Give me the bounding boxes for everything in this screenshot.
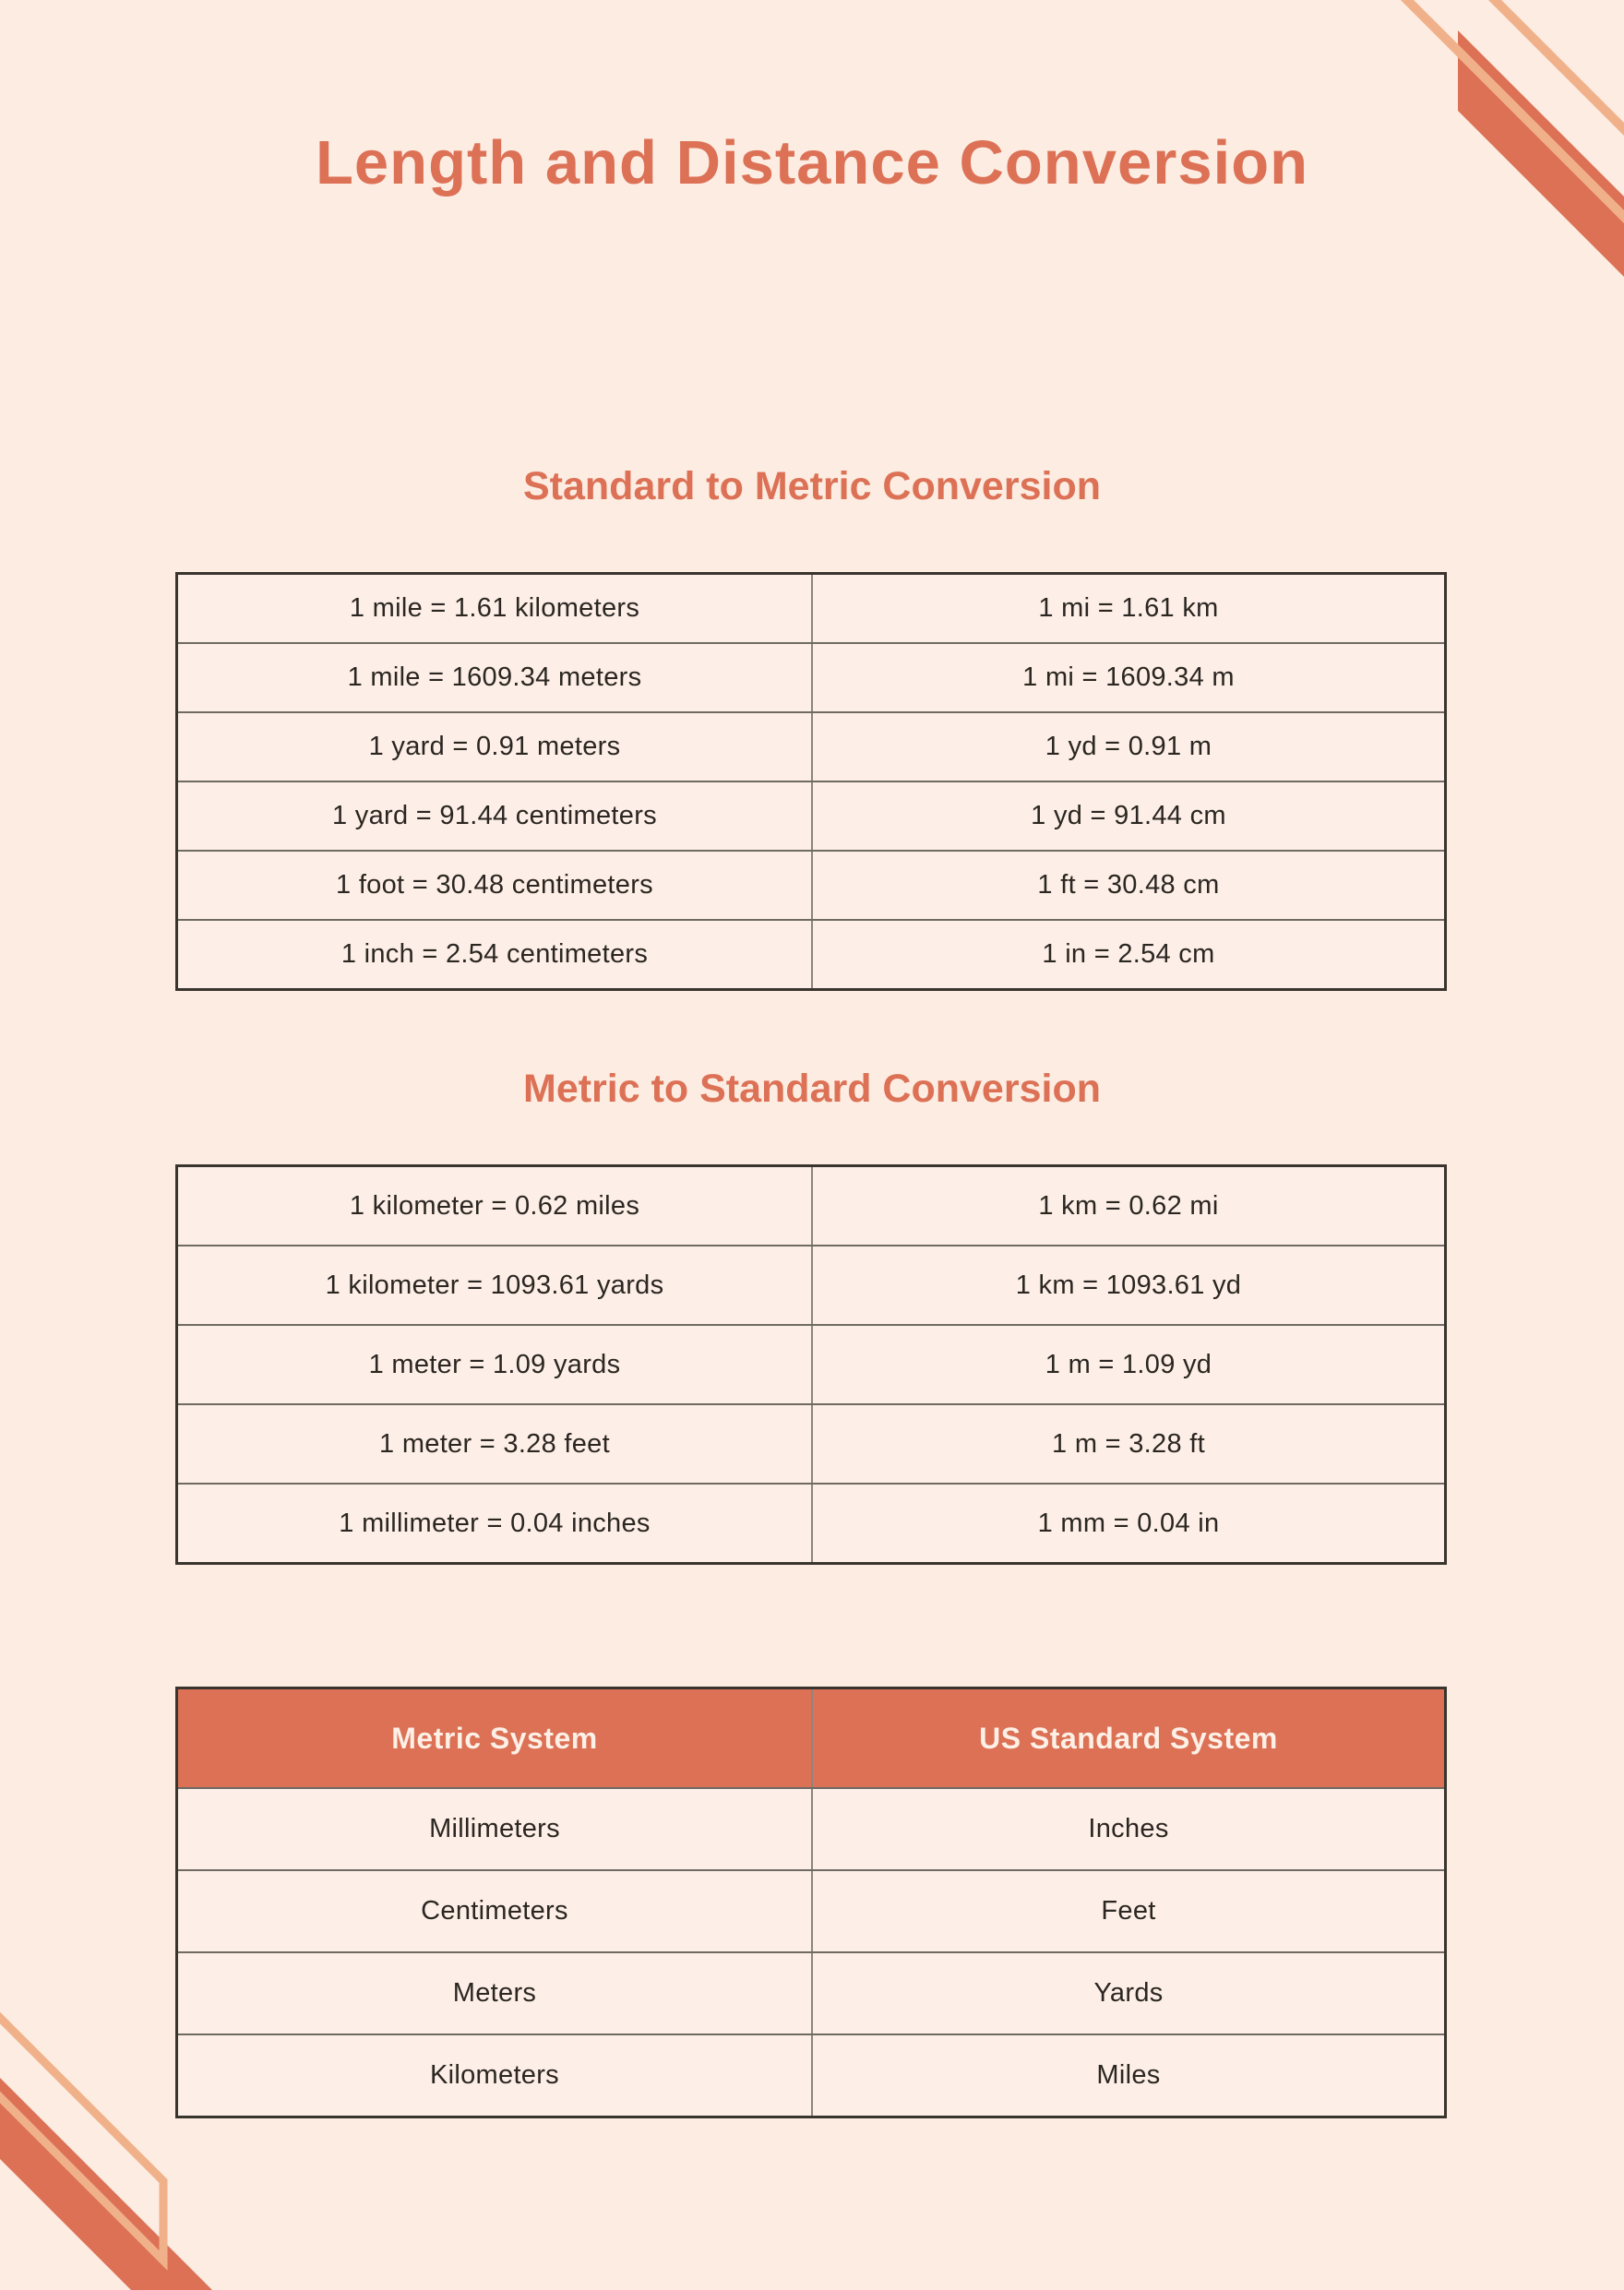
- table-row: [178, 781, 1444, 850]
- table-cell: Millimeters: [429, 1814, 560, 1843]
- table-row: [178, 1483, 1444, 1562]
- table-cell: 1 m = 3.28 ft: [811, 1405, 1444, 1483]
- standard-to-metric-table: [175, 572, 1447, 991]
- table-cell: Inches: [811, 1789, 1444, 1869]
- table-row: [178, 1403, 1444, 1483]
- header-metric-system: Metric System: [391, 1721, 598, 1755]
- table-cell: 1 km = 0.62 mi: [811, 1167, 1444, 1245]
- table-cell: 1 yard = 91.44 centimeters: [332, 801, 657, 830]
- table-cell: 1 yard = 0.91 meters: [368, 732, 621, 761]
- table-cell: Centimeters: [421, 1896, 568, 1926]
- page-title: Length and Distance Conversion: [315, 128, 1309, 197]
- table-body: [178, 1787, 1444, 2116]
- table-row: [178, 1869, 1444, 1951]
- table-cell: Kilometers: [430, 2060, 559, 2090]
- table-cell: 1 mile = 1609.34 meters: [347, 662, 642, 692]
- table-cell: 1 kilometer = 0.62 miles: [349, 1190, 640, 1221]
- header-us-standard-system: US Standard System: [811, 1689, 1444, 1787]
- table-cell: 1 yd = 0.91 m: [811, 713, 1444, 781]
- table-cell: Feet: [811, 1871, 1444, 1951]
- diagonal-stripe-thin: [1487, 0, 1624, 137]
- table-cell: Yards: [811, 1953, 1444, 2034]
- table-cell: Meters: [452, 1978, 537, 2008]
- table-cell: 1 ft = 30.48 cm: [811, 852, 1444, 919]
- table-row: [178, 1245, 1444, 1324]
- table-cell: Miles: [811, 2035, 1444, 2116]
- table-cell: 1 meter = 3.28 feet: [379, 1428, 610, 1459]
- table-cell: 1 mile = 1.61 kilometers: [349, 593, 640, 623]
- table-cell: 1 mi = 1609.34 m: [811, 644, 1444, 711]
- table-row: [178, 642, 1444, 711]
- table-cell: 1 m = 1.09 yd: [811, 1326, 1444, 1403]
- table-row: [178, 2034, 1444, 2116]
- table-row: [178, 850, 1444, 919]
- table-row: [178, 711, 1444, 781]
- table-row: [178, 575, 1444, 642]
- section-heading-metric-to-standard: Metric to Standard Conversion: [523, 1067, 1101, 1111]
- table-row: [178, 1951, 1444, 2034]
- table-cell: 1 km = 1093.61 yd: [811, 1246, 1444, 1324]
- measurement-systems-table: [175, 1687, 1447, 2118]
- table-cell: 1 foot = 30.48 centimeters: [336, 870, 653, 900]
- table-cell: 1 in = 2.54 cm: [811, 921, 1444, 988]
- table-header-row: [178, 1689, 1444, 1787]
- table-cell: 1 meter = 1.09 yards: [368, 1349, 621, 1379]
- table-cell: 1 kilometer = 1093.61 yards: [325, 1270, 664, 1300]
- table-row: [178, 1324, 1444, 1403]
- table-cell: 1 inch = 2.54 centimeters: [340, 939, 649, 969]
- table-cell: 1 mi = 1.61 km: [811, 575, 1444, 642]
- table-cell: 1 millimeter = 0.04 inches: [339, 1508, 651, 1538]
- diagonal-stripe-outline: [0, 1976, 163, 2260]
- metric-to-standard-table: [175, 1164, 1447, 1565]
- table-row: [178, 919, 1444, 988]
- table-row: [178, 1787, 1444, 1869]
- table-row: [178, 1167, 1444, 1245]
- table-cell: 1 mm = 0.04 in: [811, 1485, 1444, 1562]
- section-heading-standard-to-metric: Standard to Metric Conversion: [523, 464, 1101, 508]
- table-cell: 1 yd = 91.44 cm: [811, 782, 1444, 850]
